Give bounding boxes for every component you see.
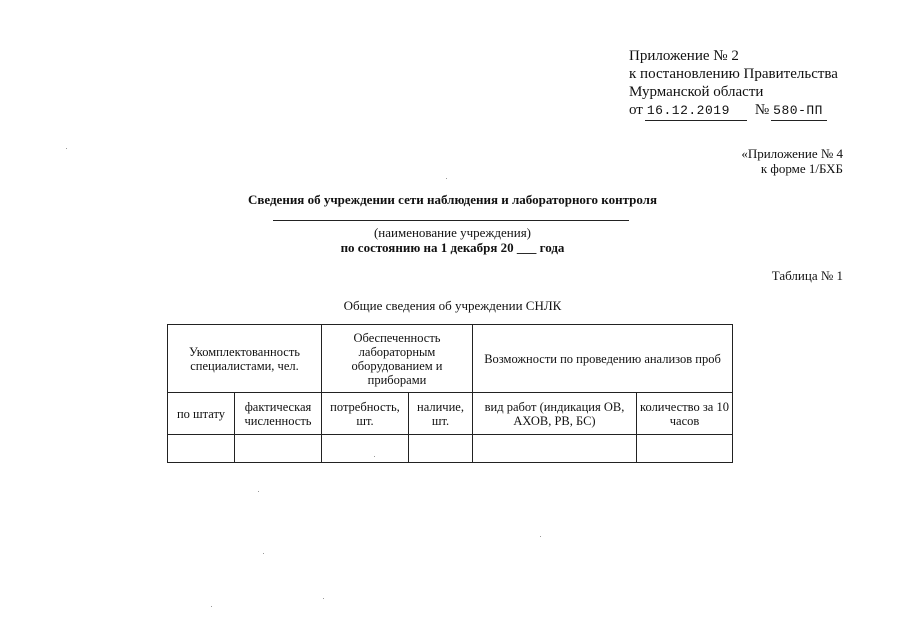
number-prefix: №: [754, 102, 770, 118]
table-row: [168, 435, 733, 463]
institution-name-line: [273, 220, 629, 221]
form-reference-form: к форме 1/БХБ: [760, 161, 843, 176]
state-date-line: по состоянию на 1 декабря 20 ___ года: [340, 240, 565, 255]
annex-decree-line: к постановлению Правительства: [629, 66, 838, 82]
scan-speck: [263, 553, 264, 554]
scan-speck: [211, 606, 212, 607]
snlk-info-table: [167, 324, 733, 463]
column-header-staff-planned: по штату: [168, 393, 235, 435]
table-cell: [637, 435, 733, 463]
scan-speck: [540, 536, 541, 537]
column-header-staff-actual: фактическая численность: [235, 393, 322, 435]
decree-date: 16.12.2019: [645, 102, 747, 121]
table-cell: [322, 435, 409, 463]
column-header-equipment-need: потребность, шт.: [322, 393, 409, 435]
scan-speck: [258, 491, 259, 492]
column-header-equipment-available: наличие, шт.: [409, 393, 473, 435]
table-title: Общие сведения об учреждении СНЛК: [343, 298, 562, 313]
scan-speck: [323, 598, 324, 599]
annex-region-line: Мурманской области: [629, 84, 764, 100]
scan-speck: [66, 148, 67, 149]
group-header-staffing: Укомплектованность специалистами, чел.: [168, 325, 322, 393]
date-prefix: от: [629, 102, 643, 118]
institution-name-caption: (наименование учреждения): [373, 225, 532, 240]
annex-date-number-line: [629, 101, 838, 121]
group-header-equipment: Обеспеченность лабораторным оборудованием и приборами: [322, 325, 473, 393]
table-cell: [409, 435, 473, 463]
form-reference: [741, 146, 843, 176]
scan-speck: [374, 456, 375, 457]
form-reference-annex: «Приложение № 4: [741, 146, 843, 161]
column-header-work-type: вид работ (индикация ОВ, АХОВ, РВ, БС): [473, 393, 637, 435]
scan-speck: [446, 178, 447, 179]
table-cell: [473, 435, 637, 463]
document-title: Сведения об учреждении сети наблюдения и лабораторного контроля: [247, 192, 658, 207]
table-cell: [235, 435, 322, 463]
table-number: Таблица № 1: [771, 268, 843, 283]
decree-number: 580-ПП: [771, 102, 827, 121]
table-cell: [168, 435, 235, 463]
column-header-quantity-10h: количество за 10 часов: [637, 393, 733, 435]
group-header-analysis: Возможности по проведению анализов проб: [473, 325, 733, 393]
annex-header: [629, 47, 838, 121]
table-group-header-row: [168, 325, 733, 393]
table-column-header-row: [168, 393, 733, 435]
annex-title: Приложение № 2: [629, 48, 739, 64]
